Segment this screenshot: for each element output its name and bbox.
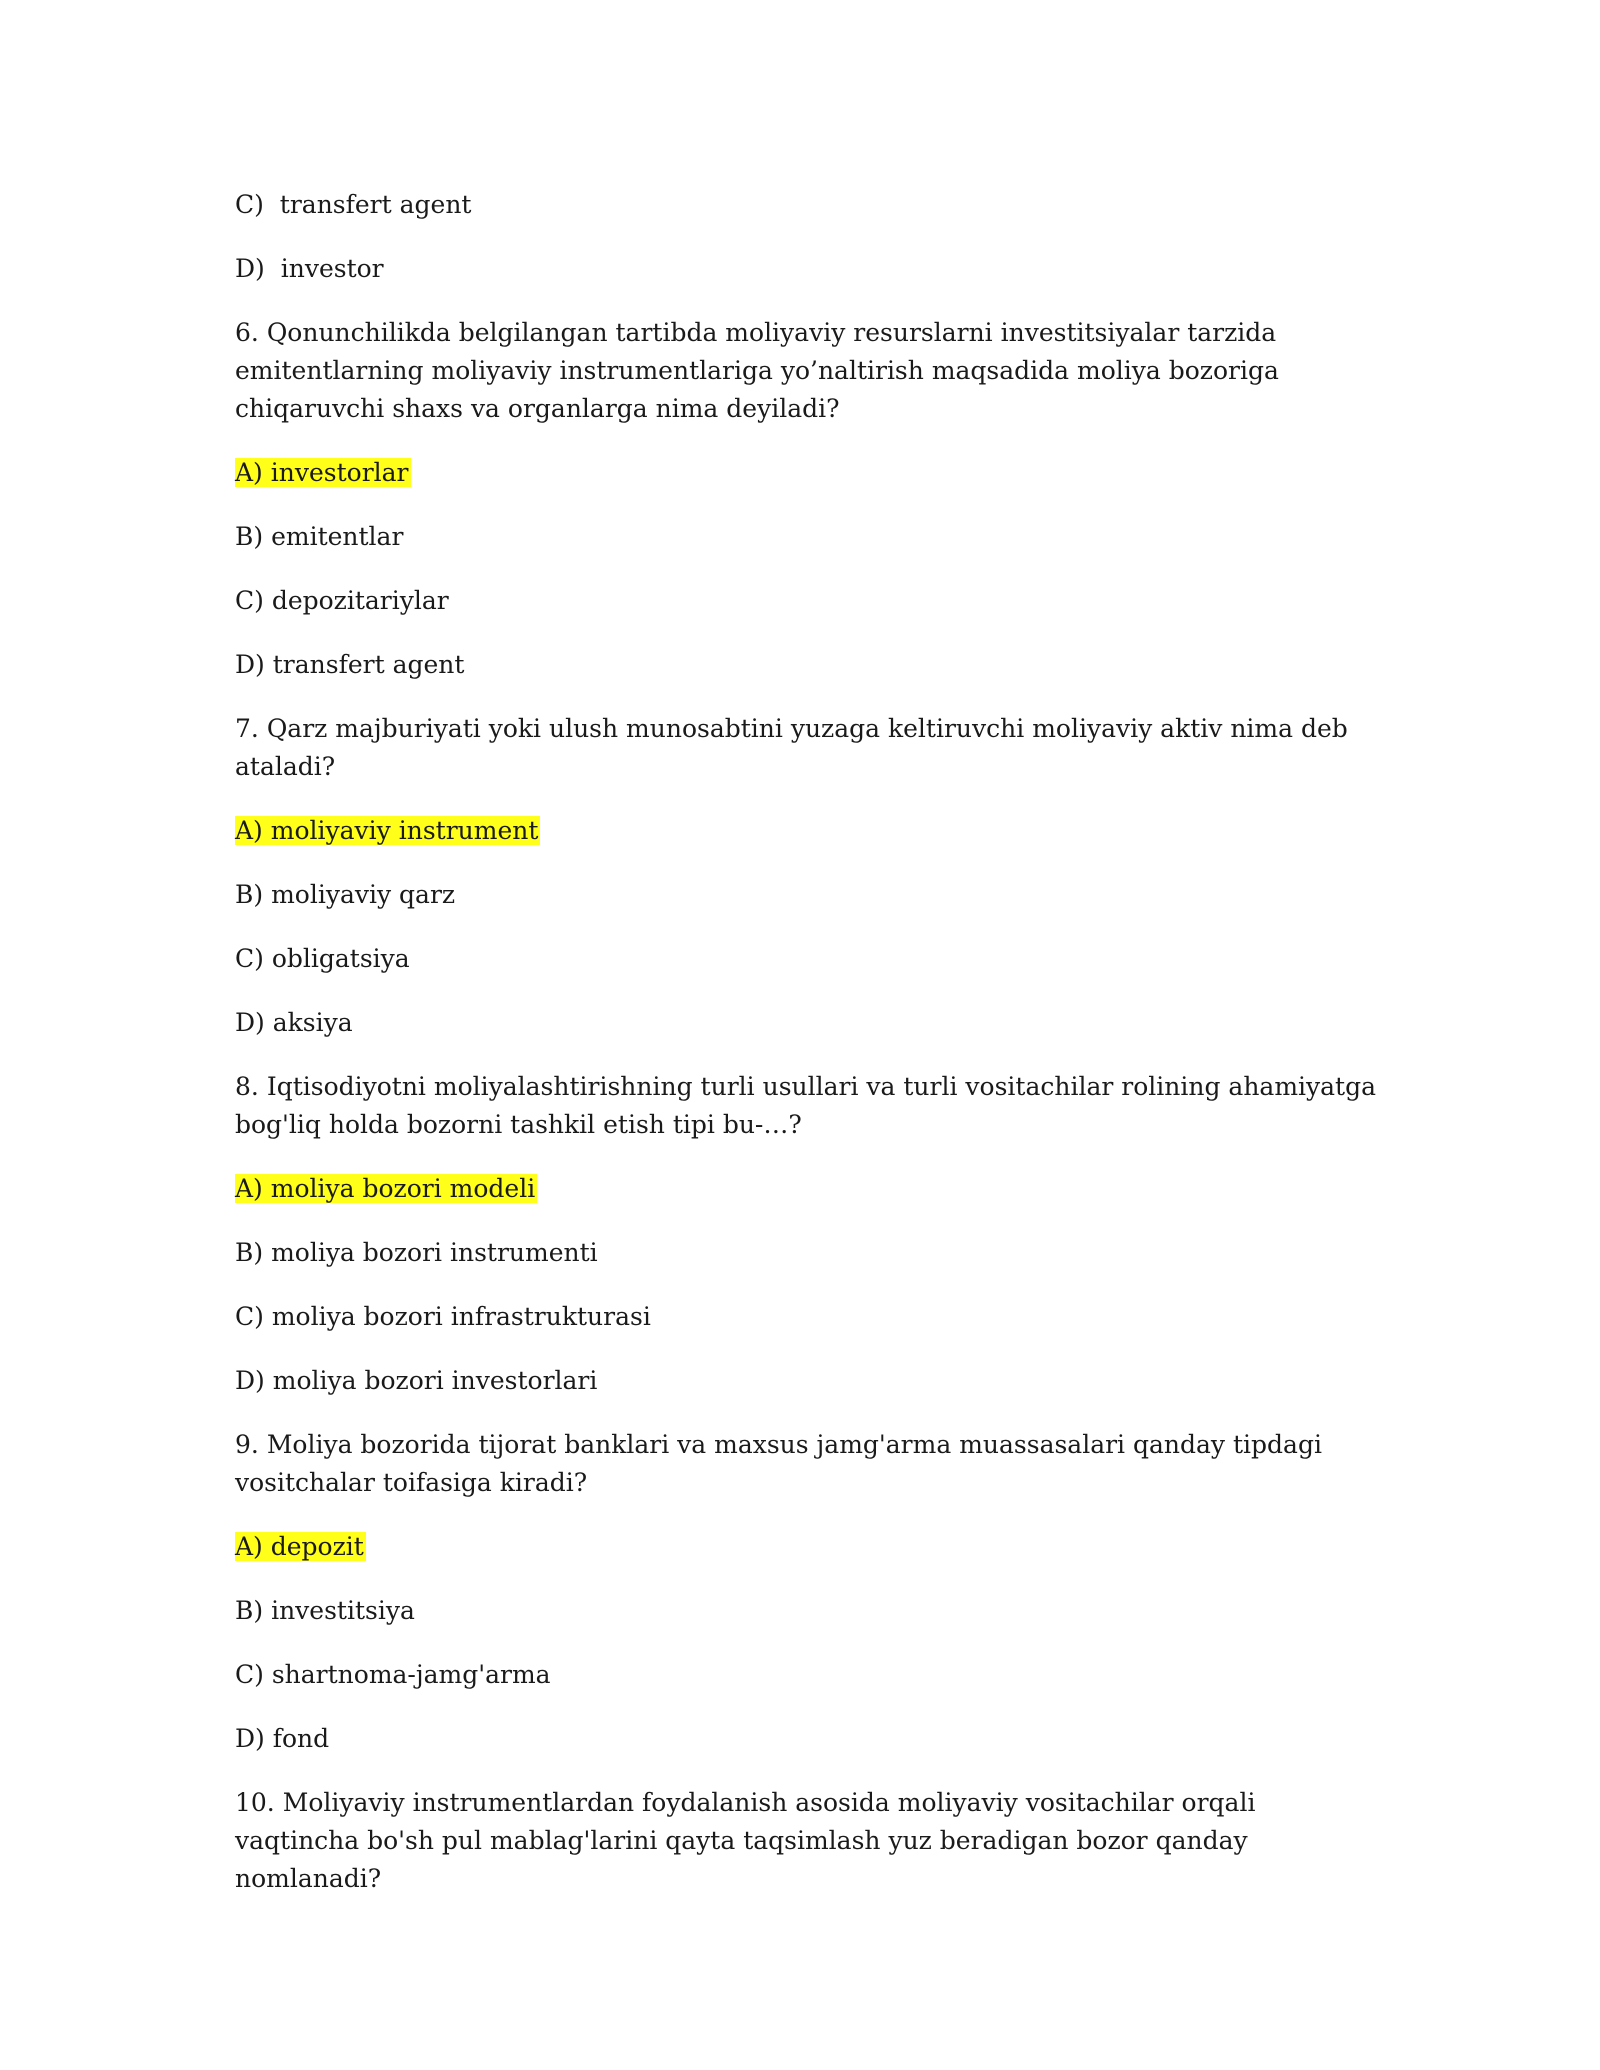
quiz-content (235, 186, 1385, 1924)
option-text: investor (280, 254, 384, 283)
option-letter: C) (235, 190, 264, 219)
option-line (235, 1656, 1385, 1694)
question-text (235, 710, 1385, 786)
option-line (235, 518, 1385, 556)
question-number: 7. (235, 714, 259, 743)
option-line (235, 1298, 1385, 1336)
option-text: transfert agent (279, 190, 472, 219)
question-text (235, 1068, 1385, 1144)
option-text: C) shartnoma-jamg'arma (235, 1660, 551, 1689)
option-line (235, 1234, 1385, 1272)
option-line (235, 1362, 1385, 1400)
question-number: 8. (235, 1072, 259, 1101)
option-line (235, 646, 1385, 684)
option-text: B) moliya bozori instrumenti (235, 1238, 598, 1267)
option-text: D) fond (235, 1724, 330, 1753)
option-line (235, 1720, 1385, 1758)
option-line (235, 1170, 1385, 1208)
question-body: Iqtisodiyotni moliyalashtirishning turli usullari va turli vositachilar rolining ahamiyatga bog'liq holda bozorni tashkil etish tipi bu-…? (235, 1072, 1377, 1139)
question-text (235, 314, 1385, 428)
option-line (235, 1528, 1385, 1566)
correct-answer: A) moliyaviy instrument (235, 816, 539, 845)
question-body: Moliya bozorida tijorat banklari va maxsus jamg'arma muassasalari qanday tipdagi vositchalar toifasiga kiradi? (235, 1430, 1322, 1497)
option-line (235, 250, 1385, 288)
correct-answer: A) depozit (235, 1532, 364, 1561)
option-text: C) obligatsiya (235, 944, 410, 973)
option-line (235, 186, 1385, 224)
option-line (235, 582, 1385, 620)
question-number: 6. (235, 318, 259, 347)
correct-answer: A) moliya bozori modeli (235, 1174, 536, 1203)
option-line (235, 940, 1385, 978)
option-line (235, 876, 1385, 914)
option-text: D) transfert agent (235, 650, 465, 679)
option-text: C) moliya bozori infrastrukturasi (235, 1302, 651, 1331)
option-line (235, 454, 1385, 492)
question-number: 10. (235, 1788, 275, 1817)
option-text: D) moliya bozori investorlari (235, 1366, 598, 1395)
option-text: B) emitentlar (235, 522, 404, 551)
option-letter: D) (235, 254, 265, 283)
question-body: Qonunchilikda belgilangan tartibda moliyaviy resurslarni investitsiyalar tarzida emitentlarning moliyaviy instrumentlariga yo’naltirish maqsadida moliya bozoriga chiqaruvchi shaxs va organlarga nima deyiladi? (235, 318, 1279, 423)
question-body: Qarz majburiyati yoki ulush munosabtini yuzaga keltiruvchi moliyaviy aktiv nima deb ataladi? (235, 714, 1348, 781)
question-text (235, 1426, 1385, 1502)
option-text: D) aksiya (235, 1008, 353, 1037)
option-line (235, 1004, 1385, 1042)
option-text: B) moliyaviy qarz (235, 880, 456, 909)
option-text: C) depozitariylar (235, 586, 449, 615)
question-text (235, 1784, 1385, 1898)
option-line (235, 1592, 1385, 1630)
option-text: B) investitsiya (235, 1596, 415, 1625)
option-line (235, 812, 1385, 850)
correct-answer: A) investorlar (235, 458, 409, 487)
question-body: Moliyaviy instrumentlardan foydalanish asosida moliyaviy vositachilar orqali vaqtincha bo'sh pul mablag'larini qayta taqsimlash yuz beradigan bozor qanday nomlanadi? (235, 1788, 1256, 1893)
question-number: 9. (235, 1430, 259, 1459)
